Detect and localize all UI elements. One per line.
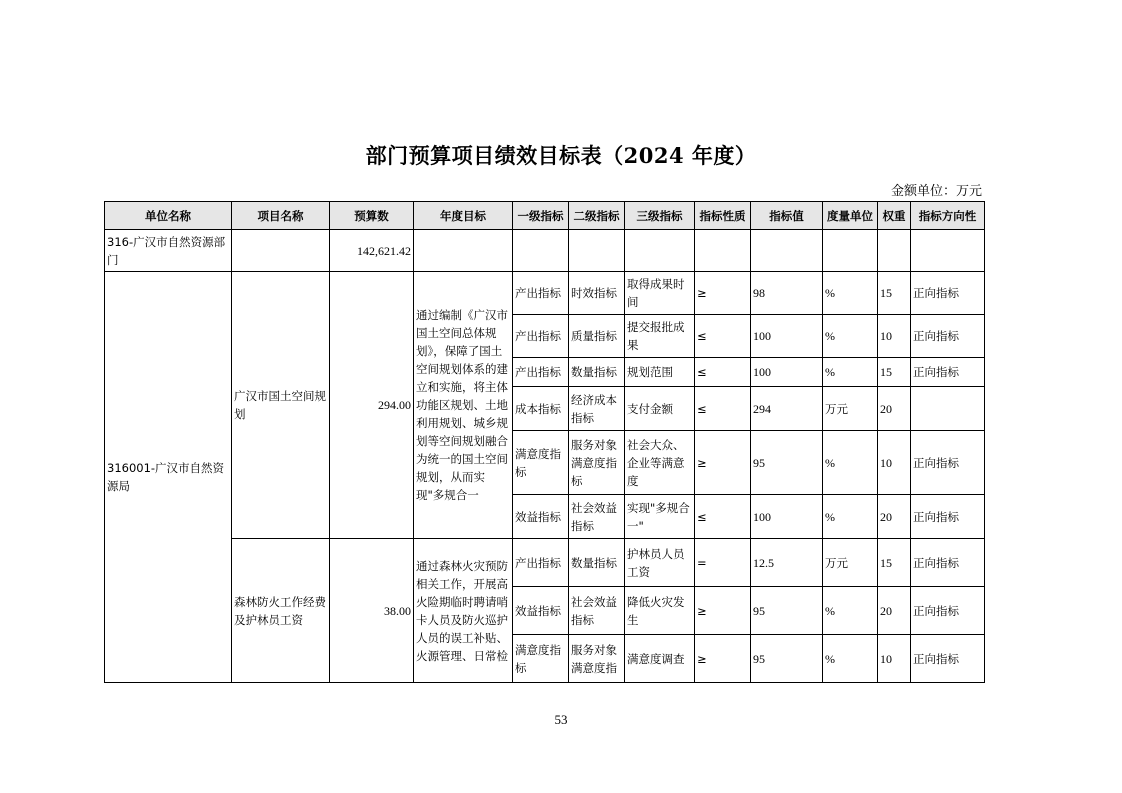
level2-indicator: 时效指标 <box>569 272 625 315</box>
level3-indicator: 降低火灾发生 <box>625 587 695 635</box>
project-budget: 294.00 <box>330 272 414 539</box>
indicator-direction: 正向指标 <box>911 539 985 587</box>
annual-goal: 通过编制《广汉市国土空间总体规划》，保障了国土空间规划体系的建立和实施，将主体功能区规划、土地利用规划、城乡规划等空间规划融合为统一的国土空间规划，从而实现"多规合一 <box>414 272 513 539</box>
level2-indicator: 服务对象满意度指标 <box>569 431 625 495</box>
level3-indicator: 取得成果时间 <box>625 272 695 315</box>
header-cell: 一级指标 <box>513 202 569 230</box>
header-row <box>105 202 985 230</box>
amount-unit-label: 金额单位：万元 <box>890 184 982 199</box>
level3-indicator: 支付金额 <box>625 387 695 431</box>
header-cell: 指标值 <box>751 202 823 230</box>
weight: 10 <box>878 431 911 495</box>
header-cell: 单位名称 <box>105 202 232 230</box>
measure-unit: % <box>823 431 878 495</box>
header-cell: 指标方向性 <box>911 202 985 230</box>
indicator-direction: 正向指标 <box>911 431 985 495</box>
department-name: 316-广汉市自然资源部门 <box>105 230 232 272</box>
department-project <box>232 230 330 272</box>
header-cell: 项目名称 <box>232 202 330 230</box>
indicator-nature: ≤ <box>695 495 751 539</box>
weight: 20 <box>878 495 911 539</box>
level2-indicator: 社会效益指标 <box>569 495 625 539</box>
measure-unit: % <box>823 272 878 315</box>
indicator-value: 12.5 <box>751 539 823 587</box>
level2-indicator: 服务对象满意度指 <box>569 635 625 683</box>
indicator-direction: 正向指标 <box>911 358 985 387</box>
department-row <box>105 230 985 272</box>
indicator-nature: ≥ <box>695 587 751 635</box>
weight: 10 <box>878 635 911 683</box>
table-row <box>105 539 985 587</box>
level2-indicator: 社会效益指标 <box>569 587 625 635</box>
indicator-value: 95 <box>751 431 823 495</box>
indicator-value: 95 <box>751 587 823 635</box>
weight: 20 <box>878 387 911 431</box>
project-name: 森林防火工作经费及护林员工资 <box>232 539 330 683</box>
measure-unit: % <box>823 315 878 358</box>
annual-goal: 通过森林火灾预防相关工作，开展高火险期临时聘请哨卡人员及防火巡护人员的误工补贴、火源管理、日常检 <box>414 539 513 683</box>
header-cell: 度量单位 <box>823 202 878 230</box>
indicator-value: 294 <box>751 387 823 431</box>
project-budget: 38.00 <box>330 539 414 683</box>
weight: 15 <box>878 358 911 387</box>
unit-name: 316001-广汉市自然资源局 <box>105 272 232 683</box>
level2-indicator: 质量指标 <box>569 315 625 358</box>
level2-indicator: 数量指标 <box>569 539 625 587</box>
table-row <box>105 272 985 315</box>
project-name: 广汉市国土空间规划 <box>232 272 330 539</box>
indicator-direction: 正向指标 <box>911 495 985 539</box>
indicator-direction: 正向指标 <box>911 315 985 358</box>
level1-indicator: 满意度指标 <box>513 635 569 683</box>
header-cell: 指标性质 <box>695 202 751 230</box>
header-cell: 预算数 <box>330 202 414 230</box>
level1-indicator: 产出指标 <box>513 272 569 315</box>
indicator-nature: ≤ <box>695 315 751 358</box>
level3-indicator: 实现"多规合一" <box>625 495 695 539</box>
level3-indicator: 提交报批成果 <box>625 315 695 358</box>
indicator-nature: ≥ <box>695 431 751 495</box>
performance-table <box>104 201 985 683</box>
level1-indicator: 产出指标 <box>513 539 569 587</box>
measure-unit: 万元 <box>823 387 878 431</box>
level3-indicator: 社会大众、企业等满意度 <box>625 431 695 495</box>
level1-indicator: 效益指标 <box>513 495 569 539</box>
page-number: 53 <box>554 712 568 727</box>
indicator-value: 100 <box>751 495 823 539</box>
weight: 20 <box>878 587 911 635</box>
measure-unit: 万元 <box>823 539 878 587</box>
measure-unit: % <box>823 587 878 635</box>
indicator-value: 95 <box>751 635 823 683</box>
level1-indicator: 满意度指标 <box>513 431 569 495</box>
indicator-nature: = <box>695 539 751 587</box>
measure-unit: % <box>823 635 878 683</box>
weight: 15 <box>878 272 911 315</box>
indicator-value: 100 <box>751 358 823 387</box>
department-budget: 142,621.42 <box>330 230 414 272</box>
header-cell: 三级指标 <box>625 202 695 230</box>
measure-unit: % <box>823 495 878 539</box>
measure-unit: % <box>823 358 878 387</box>
level2-indicator: 数量指标 <box>569 358 625 387</box>
level1-indicator: 产出指标 <box>513 358 569 387</box>
indicator-nature: ≥ <box>695 635 751 683</box>
level2-indicator: 经济成本指标 <box>569 387 625 431</box>
page-title: 部门预算项目绩效目标表（2024 年度） <box>365 143 757 168</box>
level3-indicator: 满意度调查 <box>625 635 695 683</box>
level3-indicator: 规划范围 <box>625 358 695 387</box>
indicator-direction: 正向指标 <box>911 272 985 315</box>
weight: 10 <box>878 315 911 358</box>
level1-indicator: 成本指标 <box>513 387 569 431</box>
indicator-nature: ≥ <box>695 272 751 315</box>
indicator-direction <box>911 387 985 431</box>
indicator-direction: 正向指标 <box>911 587 985 635</box>
level1-indicator: 产出指标 <box>513 315 569 358</box>
indicator-nature: ≤ <box>695 387 751 431</box>
weight: 15 <box>878 539 911 587</box>
indicator-value: 100 <box>751 315 823 358</box>
indicator-value: 98 <box>751 272 823 315</box>
header-cell: 权重 <box>878 202 911 230</box>
indicator-direction: 正向指标 <box>911 635 985 683</box>
level1-indicator: 效益指标 <box>513 587 569 635</box>
indicator-nature: ≤ <box>695 358 751 387</box>
level3-indicator: 护林员人员工资 <box>625 539 695 587</box>
header-cell: 二级指标 <box>569 202 625 230</box>
header-cell: 年度目标 <box>414 202 513 230</box>
